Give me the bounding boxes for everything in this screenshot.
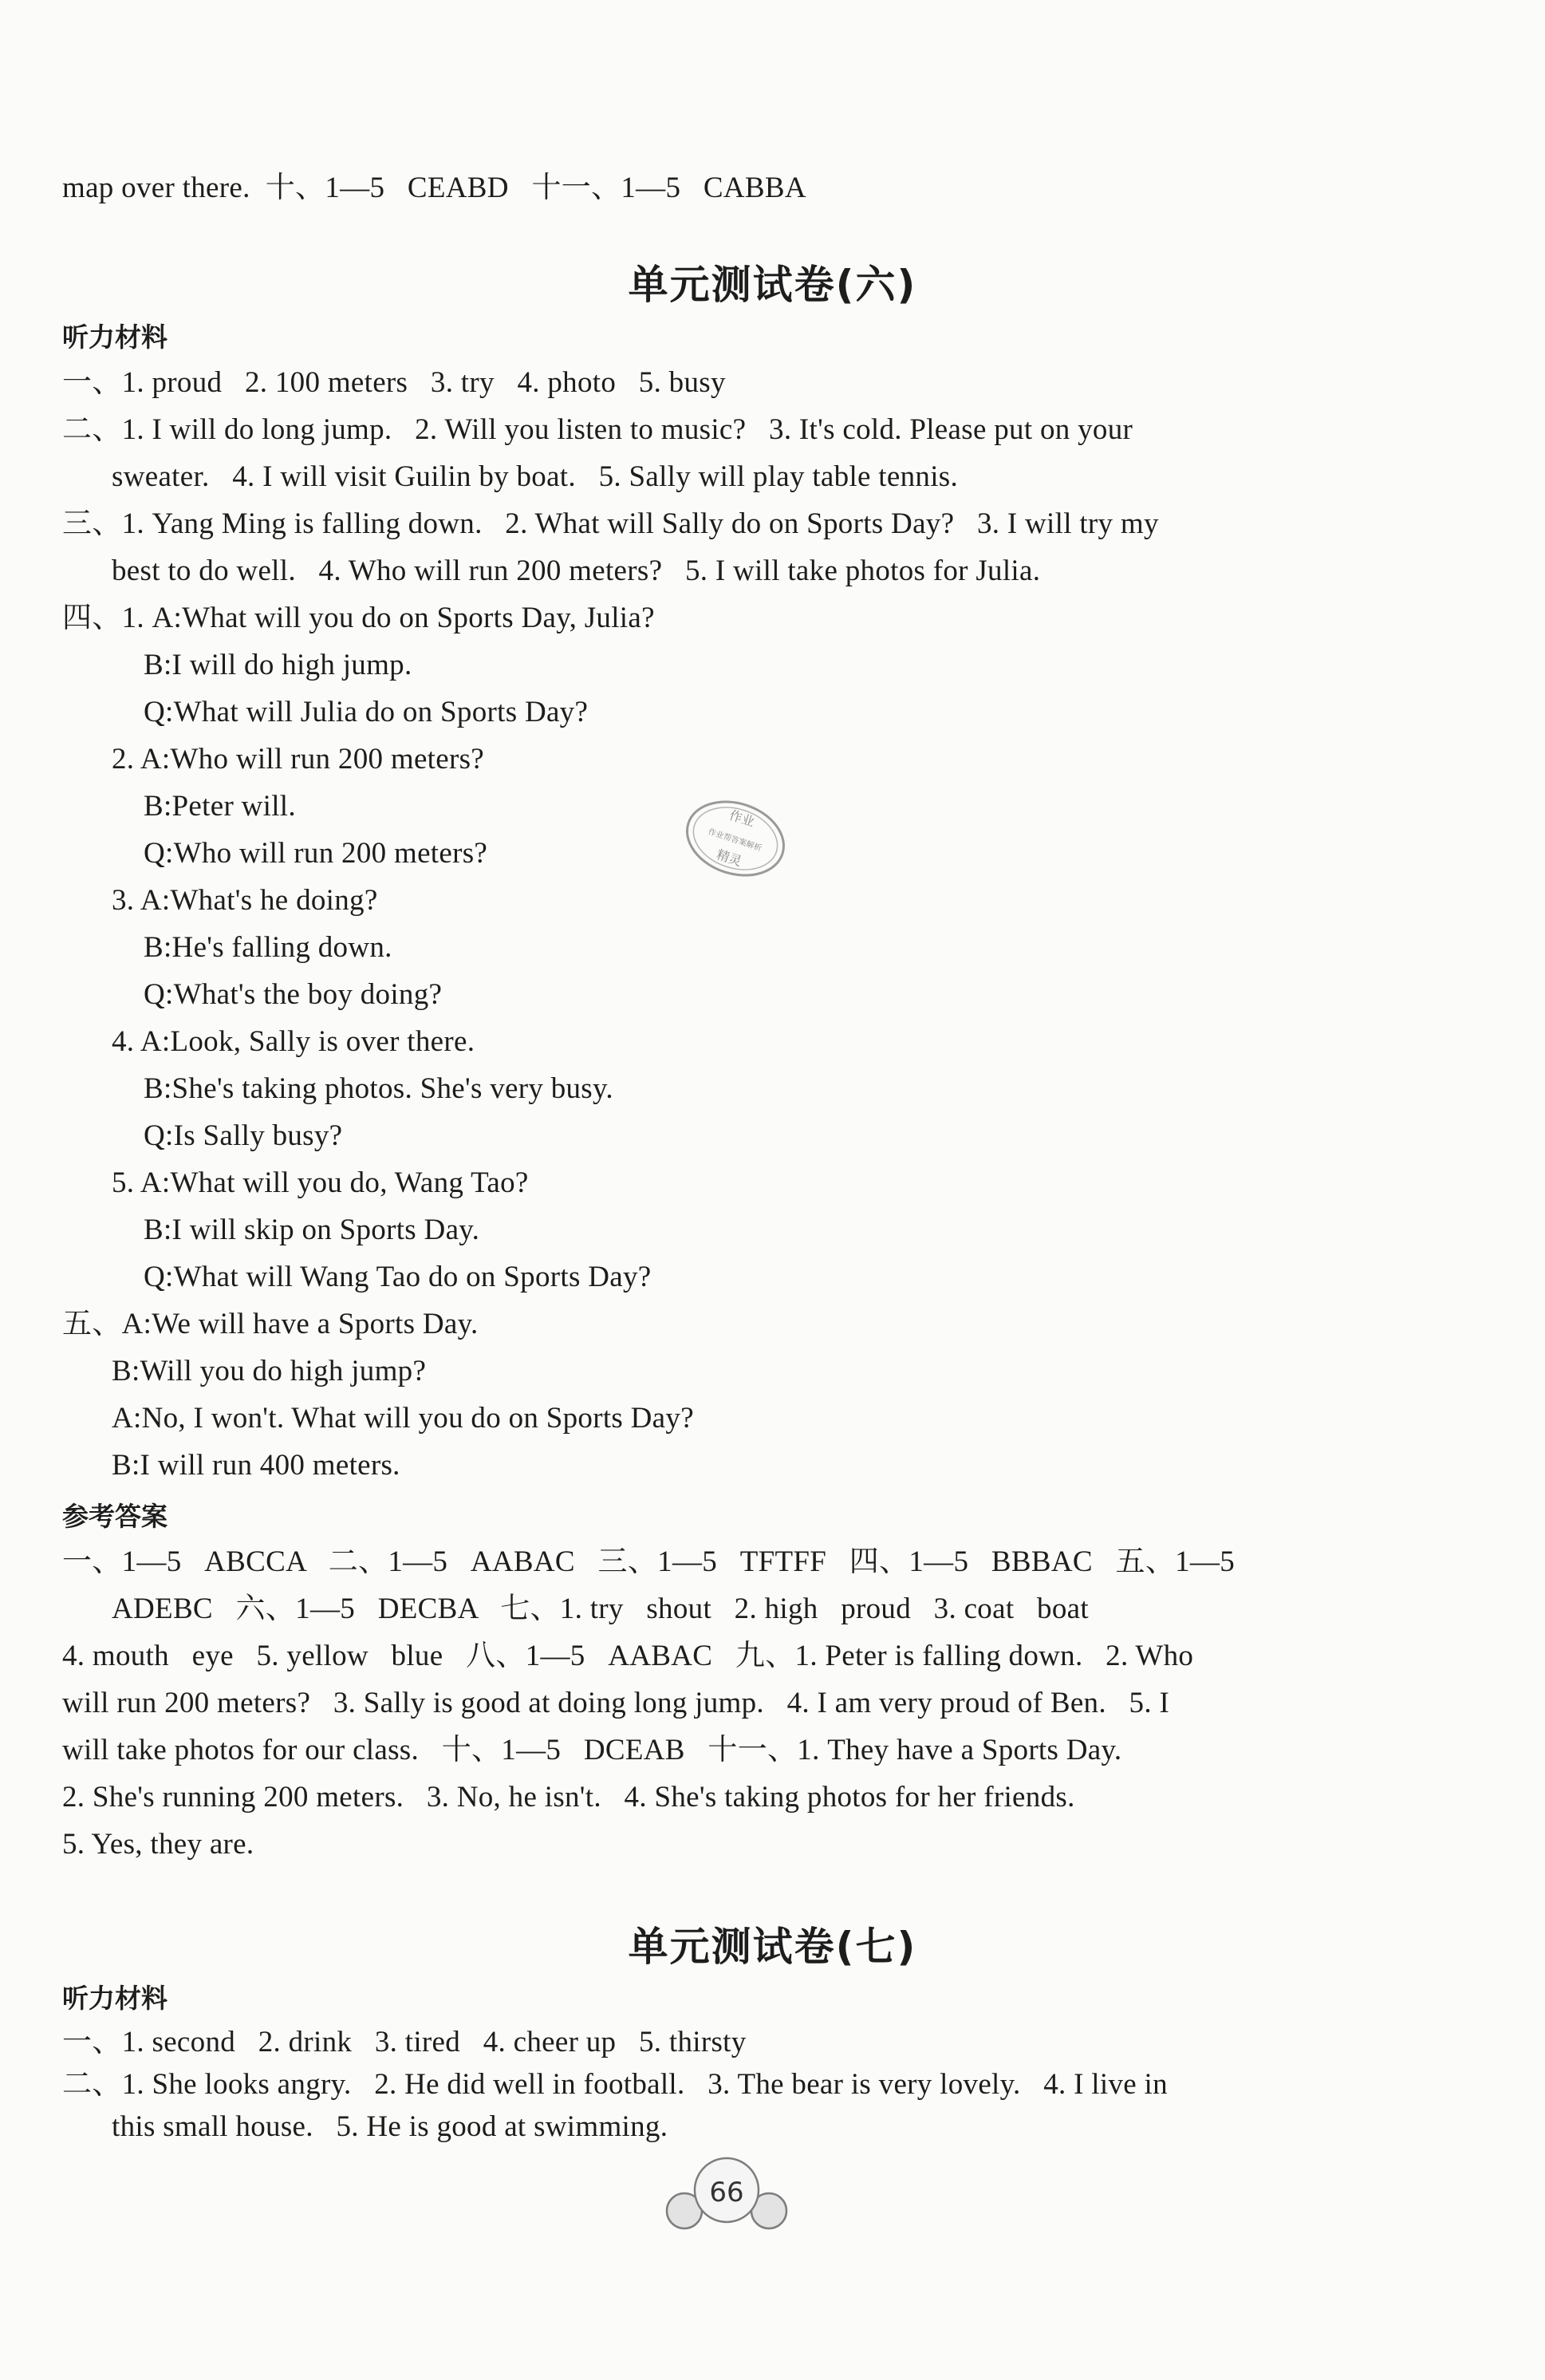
unit7-title: 单元测试卷(七) bbox=[628, 1924, 917, 1970]
unit6-listening-line: A:No, I won't. What will you do on Sports Day? bbox=[112, 1402, 694, 1435]
unit6-listening-line: 5. A:What will you do, Wang Tao? bbox=[112, 1166, 529, 1199]
unit7-listening-line: 一、1. second 2. drink 3. tired 4. cheer up 5. thirsty bbox=[62, 2026, 747, 2058]
unit6-listening-line: Q:Who will run 200 meters? bbox=[144, 837, 488, 870]
unit6-answer-line: will take photos for our class. 十、1—5 DCEAB 十一、1. They have a Sports Day. bbox=[62, 1734, 1122, 1766]
unit6-listening-line: B:Peter will. bbox=[144, 790, 296, 823]
unit6-listening-line: 四、1. A:What will you do on Sports Day, Julia? bbox=[62, 602, 655, 634]
unit6-answer-line: ADEBC 六、1—5 DECBA 七、1. try shout 2. high proud 3. coat boat bbox=[112, 1593, 1089, 1625]
unit6-listening-line: 二、1. I will do long jump. 2. Will you listen to music? 3. It's cold. Please put on your bbox=[62, 413, 1133, 446]
unit7-listening-heading: 听力材料 bbox=[62, 1983, 168, 2014]
unit6-listening-line: B:I will run 400 meters. bbox=[112, 1449, 400, 1482]
unit6-listening-line: 一、1. proud 2. 100 meters 3. try 4. photo 5. busy bbox=[62, 366, 726, 399]
unit7-listening-line: this small house. 5. He is good at swimming. bbox=[112, 2110, 668, 2143]
unit7-listening-line: 二、1. She looks angry. 2. He did well in football. 3. The bear is very lovely. 4. I live in bbox=[62, 2068, 1168, 2101]
unit6-answer-line: will run 200 meters? 3. Sally is good at doing long jump. 4. I am very proud of Ben. 5. I bbox=[62, 1687, 1170, 1719]
unit6-answer-line: 4. mouth eye 5. yellow blue 八、1—5 AABAC 九、1. Peter is falling down. 2. Who bbox=[62, 1640, 1194, 1672]
unit6-answers-heading: 参考答案 bbox=[62, 1501, 168, 1532]
unit6-title: 单元测试卷(六) bbox=[628, 262, 917, 308]
unit6-listening-line: 4. A:Look, Sally is over there. bbox=[112, 1025, 475, 1058]
unit6-listening-line: best to do well. 4. Who will run 200 meters? 5. I will take photos for Julia. bbox=[112, 555, 1041, 587]
watermark-stamp bbox=[680, 795, 791, 882]
unit6-listening-line: B:Will you do high jump? bbox=[112, 1355, 427, 1387]
unit6-listening-line: B:I will do high jump. bbox=[144, 649, 412, 681]
unit6-listening-line: Q:Is Sally busy? bbox=[144, 1119, 343, 1152]
unit6-listening-line: 2. A:Who will run 200 meters? bbox=[112, 743, 485, 776]
unit6-answer-line: 5. Yes, they are. bbox=[62, 1828, 254, 1861]
stamp-top-text: 作业 bbox=[727, 807, 757, 830]
unit6-listening-heading: 听力材料 bbox=[62, 322, 168, 353]
top-answer-line: map over there. 十、1—5 CEABD 十一、1—5 CABBA bbox=[62, 172, 806, 204]
unit6-listening-line: 3. A:What's he doing? bbox=[112, 884, 378, 917]
unit6-listening-line: Q:What's the boy doing? bbox=[144, 978, 443, 1011]
unit6-listening-line: sweater. 4. I will visit Guilin by boat. 5. Sally will play table tennis. bbox=[112, 460, 959, 493]
unit6-listening-line: Q:What will Wang Tao do on Sports Day? bbox=[144, 1261, 652, 1293]
stamp-middle-text: 作业帮答案解析 bbox=[707, 827, 763, 854]
unit6-answer-line: 一、1—5 ABCCA 二、1—5 AABAC 三、1—5 TFTFF 四、1—5 BBBAC 五、1—5 bbox=[62, 1545, 1236, 1578]
page-number-badge bbox=[654, 2150, 798, 2238]
unit6-listening-line: 五、A:We will have a Sports Day. bbox=[62, 1308, 479, 1340]
unit6-listening-line: B:I will skip on Sports Day. bbox=[144, 1214, 480, 1246]
stamp-bottom-text: 精灵 bbox=[714, 847, 744, 870]
page-number: 66 bbox=[709, 2177, 744, 2208]
unit6-listening-line: B:He's falling down. bbox=[144, 931, 392, 964]
unit6-answer-line: 2. She's running 200 meters. 3. No, he isn't. 4. She's taking photos for her friends. bbox=[62, 1781, 1075, 1814]
unit6-listening-line: 三、1. Yang Ming is falling down. 2. What will Sally do on Sports Day? 3. I will try my bbox=[62, 507, 1159, 540]
unit6-listening-line: Q:What will Julia do on Sports Day? bbox=[144, 696, 589, 728]
unit6-listening-line: B:She's taking photos. She's very busy. bbox=[144, 1072, 613, 1105]
